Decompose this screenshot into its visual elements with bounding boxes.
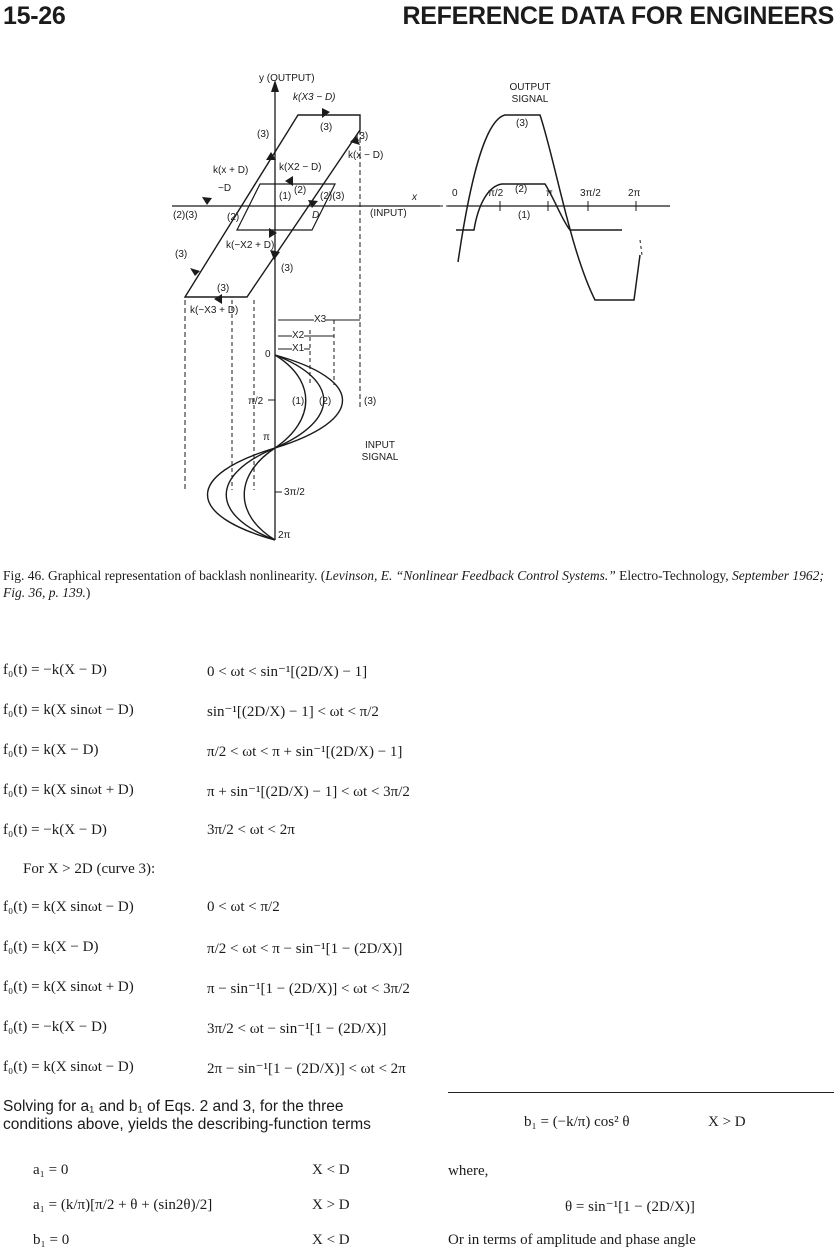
output-label-zero: 0 bbox=[452, 188, 458, 199]
output-label-two-pi: 2π bbox=[628, 188, 641, 199]
label-c2: (2) bbox=[294, 185, 307, 196]
equation-range: π/2 < ωt < π − sin⁻¹[1 − (2D/X)] bbox=[207, 941, 403, 957]
df-term: b₁ = 0 bbox=[33, 1232, 70, 1248]
caption-date: September 1962; Fig. 36, p. 139. bbox=[3, 568, 824, 600]
equation-range: 3π/2 < ωt < 2π bbox=[207, 822, 295, 838]
label-c3: (3) bbox=[516, 118, 529, 129]
label-c1: (1) bbox=[279, 191, 292, 202]
b1-condition: X > D bbox=[708, 1114, 746, 1130]
y-axis-label: y (OUTPUT) bbox=[259, 73, 315, 84]
column-rule bbox=[448, 1092, 834, 1093]
label-k-minus-X3-plus-D: k(−X3 + D) bbox=[190, 305, 239, 316]
equation-range: π/2 < ωt < π + sin⁻¹[(2D/X) − 1] bbox=[207, 744, 403, 760]
equation-lhs: f₀(t) = k(X − D) bbox=[3, 742, 99, 758]
label-k-x-minus-D: k(x − D) bbox=[348, 150, 384, 161]
equation-lhs: f₀(t) = k(X sinωt − D) bbox=[3, 899, 134, 915]
label-X3: X3 bbox=[314, 314, 327, 325]
equation-range: sin⁻¹[(2D/X) − 1] < ωt < π/2 bbox=[207, 704, 379, 720]
equation-range: 3π/2 < ωt − sin⁻¹[1 − (2D/X)] bbox=[207, 1021, 387, 1037]
equation-lhs: f₀(t) = −k(X − D) bbox=[3, 662, 107, 678]
label-D: D bbox=[312, 210, 320, 221]
df-condition: X > D bbox=[312, 1197, 350, 1213]
label-c23: (2)(3) bbox=[173, 210, 198, 221]
output-label-three-pi-over-2: 3π/2 bbox=[580, 188, 601, 199]
label-minus-D: −D bbox=[218, 183, 232, 194]
equation-lhs: f₀(t) = −k(X − D) bbox=[3, 822, 107, 838]
page-number: 15-26 bbox=[3, 2, 66, 30]
equation-range: π − sin⁻¹[1 − (2D/X)] < ωt < 3π/2 bbox=[207, 981, 410, 997]
label-X1: X1 bbox=[292, 343, 305, 354]
label-c3: (3) bbox=[217, 283, 230, 294]
label-c3: (3) bbox=[364, 396, 377, 407]
label-pi-over-2: π/2 bbox=[248, 396, 264, 407]
equation-range: 2π − sin⁻¹[1 − (2D/X)] < ωt < 2π bbox=[207, 1061, 406, 1077]
amplitude-phase-text: Or in terms of amplitude and phase angle bbox=[448, 1232, 696, 1248]
where-label: where, bbox=[448, 1163, 489, 1179]
label-X2: X2 bbox=[292, 330, 305, 341]
equation-lhs: f₀(t) = k(X sinωt + D) bbox=[3, 979, 134, 995]
label-pi: π bbox=[263, 432, 270, 443]
label-k-X2-minus-D: k(X2 − D) bbox=[279, 162, 322, 173]
label-k-x-plus-D: k(x + D) bbox=[213, 165, 249, 176]
x-axis-label: x bbox=[412, 192, 417, 203]
output-label-pi: π bbox=[546, 188, 553, 199]
label-c2: (2) bbox=[227, 212, 240, 223]
df-term: a₁ = 0 bbox=[33, 1162, 69, 1178]
df-condition: X < D bbox=[312, 1232, 350, 1248]
label-two-pi: 2π bbox=[278, 530, 291, 541]
label-c1: (1) bbox=[518, 210, 531, 221]
label-k-X3-minus-D: k(X3 − D) bbox=[293, 92, 336, 103]
output-signal-label: OUTPUT SIGNAL bbox=[509, 82, 551, 105]
b1-expression: b₁ = (−k/π) cos² θ bbox=[524, 1114, 630, 1130]
df-condition: X < D bbox=[312, 1162, 350, 1178]
caption-citation: Levinson, E. “Nonlinear Feedback Control Systems.” bbox=[325, 568, 616, 583]
label-three-pi-over-2: 3π/2 bbox=[284, 487, 305, 498]
label-c3: (3) bbox=[320, 122, 333, 133]
label-c2: (2) bbox=[515, 184, 528, 195]
label-c3: (3) bbox=[257, 129, 270, 140]
label-c23: (2)(3) bbox=[320, 191, 345, 202]
equation-range: π + sin⁻¹[(2D/X) − 1] < ωt < 3π/2 bbox=[207, 784, 410, 800]
theta-definition: θ = sin⁻¹[1 − (2D/X)] bbox=[565, 1199, 695, 1215]
label-zero: 0 bbox=[265, 349, 271, 360]
equation-lhs: f₀(t) = k(X sinωt − D) bbox=[3, 702, 134, 718]
label-c3: (3) bbox=[281, 263, 294, 274]
label-c1: (1) bbox=[292, 396, 305, 407]
output-label-pi-over-2: π/2 bbox=[488, 188, 504, 199]
solving-paragraph: Solving for a₁ and b₁ of Eqs. 2 and 3, for the three conditions above, yields the describing-function terms bbox=[3, 1098, 371, 1133]
figure-caption: Fig. 46. Graphical representation of backlash nonlinearity. (Levinson, E. “Nonlinear Feedback Control Systems.” Electro-Technology, September 1962; Fig. 36, p. 139.) bbox=[3, 568, 824, 600]
input-signal-label: INPUT SIGNAL bbox=[361, 440, 399, 463]
condition-label: For X > 2D (curve 3): bbox=[23, 861, 156, 877]
equation-lhs: f₀(t) = −k(X − D) bbox=[3, 1019, 107, 1035]
figure-labels bbox=[0, 0, 838, 560]
equation-lhs: f₀(t) = k(X sinωt − D) bbox=[3, 1059, 134, 1075]
running-title: REFERENCE DATA FOR ENGINEERS bbox=[402, 2, 834, 30]
equation-range: 0 < ωt < sin⁻¹[(2D/X) − 1] bbox=[207, 664, 368, 680]
equation-range: 0 < ωt < π/2 bbox=[207, 899, 280, 915]
equation-lhs: f₀(t) = k(X sinωt + D) bbox=[3, 782, 134, 798]
label-k-minus-X2-plus-D: k(−X2 + D) bbox=[226, 240, 275, 251]
df-term: a₁ = (k/π)[π/2 + θ + (sin2θ)/2] bbox=[33, 1197, 213, 1213]
label-c3: (3) bbox=[356, 131, 369, 142]
label-c2: (2) bbox=[319, 396, 332, 407]
equation-lhs: f₀(t) = k(X − D) bbox=[3, 939, 99, 955]
label-c3: (3) bbox=[175, 249, 188, 260]
input-axis-label: (INPUT) bbox=[370, 208, 407, 219]
